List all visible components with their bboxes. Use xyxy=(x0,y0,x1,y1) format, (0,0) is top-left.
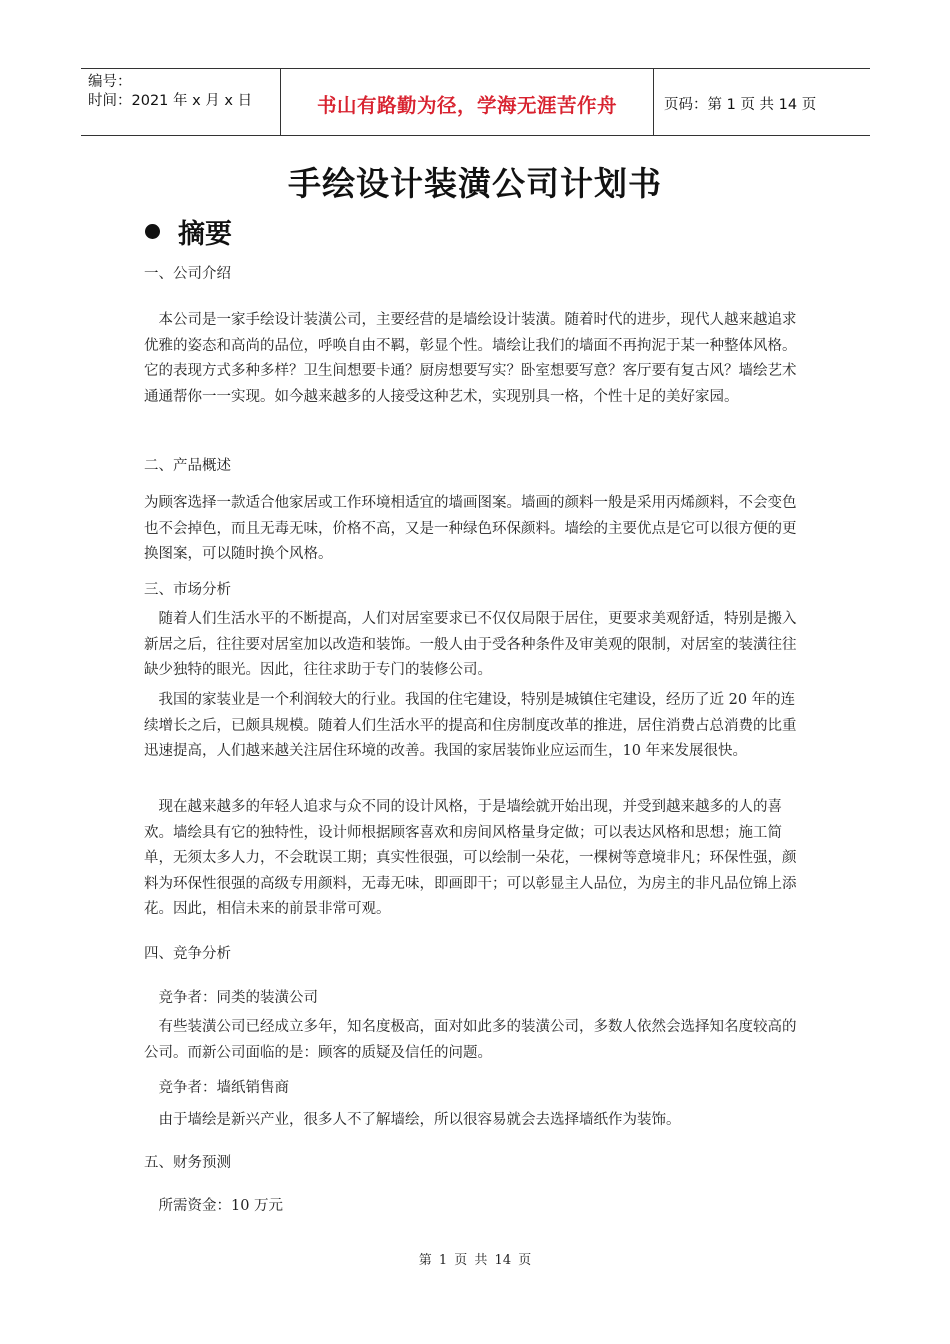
funding-required: 所需资金：10 万元 xyxy=(144,1198,284,1214)
document-title: 手绘设计装潢公司计划书 xyxy=(288,164,662,203)
paragraph-competition-1: 有些装潢公司已经成立多年，知名度极高，面对如此多的装潢公司，多数人依然会选择知名度较高的公司。而新公司面临的是：顾客的质疑及信任的问题。 xyxy=(144,1019,797,1061)
bullet-icon xyxy=(145,224,160,239)
section-heading-financial-forecast: 五、财务预测 xyxy=(144,1155,231,1171)
abstract-heading xyxy=(145,212,232,251)
header-page-info: 页码：第 1 页 共 14 页 xyxy=(664,97,817,113)
doc-time-label: 时间：2021 年 x 月 x 日 xyxy=(88,93,253,109)
header-meta xyxy=(81,69,281,135)
section-heading-market-analysis: 三、市场分析 xyxy=(144,582,231,598)
paragraph-market-analysis-3: 现在越来越多的年轻人追求与众不同的设计风格，于是墙绘就开始出现，并受到越来越多的人的喜欢。墙绘具有它的独特性，设计师根据顾客喜欢和房间风格量身定做；可以表达风格和思想；施工简单，无须太多人力，不会耽误工期；真实性很强，可以绘制一朵花，一棵树等意境非凡；环保性强，颜料为环保性很强的高级专用颜料，无毒无味，即画即干；可以彰显主人品位，为房主的非凡品位锦上添花。因此，相信未来的前景非常可观。 xyxy=(144,799,797,917)
competitor-1: 竞争者：同类的装潢公司 xyxy=(144,990,318,1006)
page-header xyxy=(81,68,870,136)
paragraph-competition-2: 由于墙绘是新兴产业，很多人不了解墙绘，所以很容易就会去选择墙纸作为装饰。 xyxy=(144,1112,681,1128)
section-heading-product-overview: 二、产品概述 xyxy=(144,458,231,474)
paragraph-market-analysis-2: 我国的家装业是一个利润较大的行业。我国的住宅建设，特别是城镇住宅建设，经历了近 20 年的连续增长之后，已颇具规模。随着人们生活水平的提高和住房制度改革的推进，居住消费占总消费的比重迅速提高，人们越来越关注居住环境的改善。我国的家居装饰业应运而生，10 年来发展很快。 xyxy=(144,692,797,759)
paragraph-market-analysis-1: 随着人们生活水平的不断提高，人们对居室要求已不仅仅局限于居住，更要求美观舒适，特别是搬入新居之后，往往要对居室加以改造和装饰。一般人由于受各种条件及审美观的限制，对居室的装潢往往缺少独特的眼光。因此，往往求助于专门的装修公司。 xyxy=(144,611,797,678)
header-motto: 书山有路勤为径，学海无涯苦作舟 xyxy=(281,69,654,135)
abstract-heading-text: 摘要 xyxy=(178,219,232,250)
paragraph-company-intro: 本公司是一家手绘设计装潢公司，主要经营的是墙绘设计装潢。随着时代的进步，现代人越来越追求优雅的姿态和高尚的品位，呼唤自由不羁，彰显个性。墙绘让我们的墙面不再拘泥于某一种整体风格。它的表现方式多种多样？卫生间想要卡通？厨房想要写实？卧室想要写意？客厅要有复古风？墙绘艺术通通帮你一一实现。如今越来越多的人接受这种艺术，实现别具一格，个性十足的美好家园。 xyxy=(144,312,797,405)
section-heading-competition: 四、竞争分析 xyxy=(144,946,231,962)
section-heading-company-intro: 一、公司介绍 xyxy=(144,266,231,282)
competitor-2: 竞争者：墙纸销售商 xyxy=(144,1080,289,1096)
paragraph-product-overview: 为顾客选择一款适合他家居或工作环境相适宜的墙画图案。墙画的颜料一般是采用丙烯颜料，不会变色也不会掉色，而且无毒无味，价格不高，又是一种绿色环保颜料。墙绘的主要优点是它可以很方便的更换图案，可以随时换个风格。 xyxy=(144,495,797,562)
page-footer: 第 1 页 共 14 页 xyxy=(418,1253,532,1268)
doc-number-label: 编号： xyxy=(88,74,132,90)
